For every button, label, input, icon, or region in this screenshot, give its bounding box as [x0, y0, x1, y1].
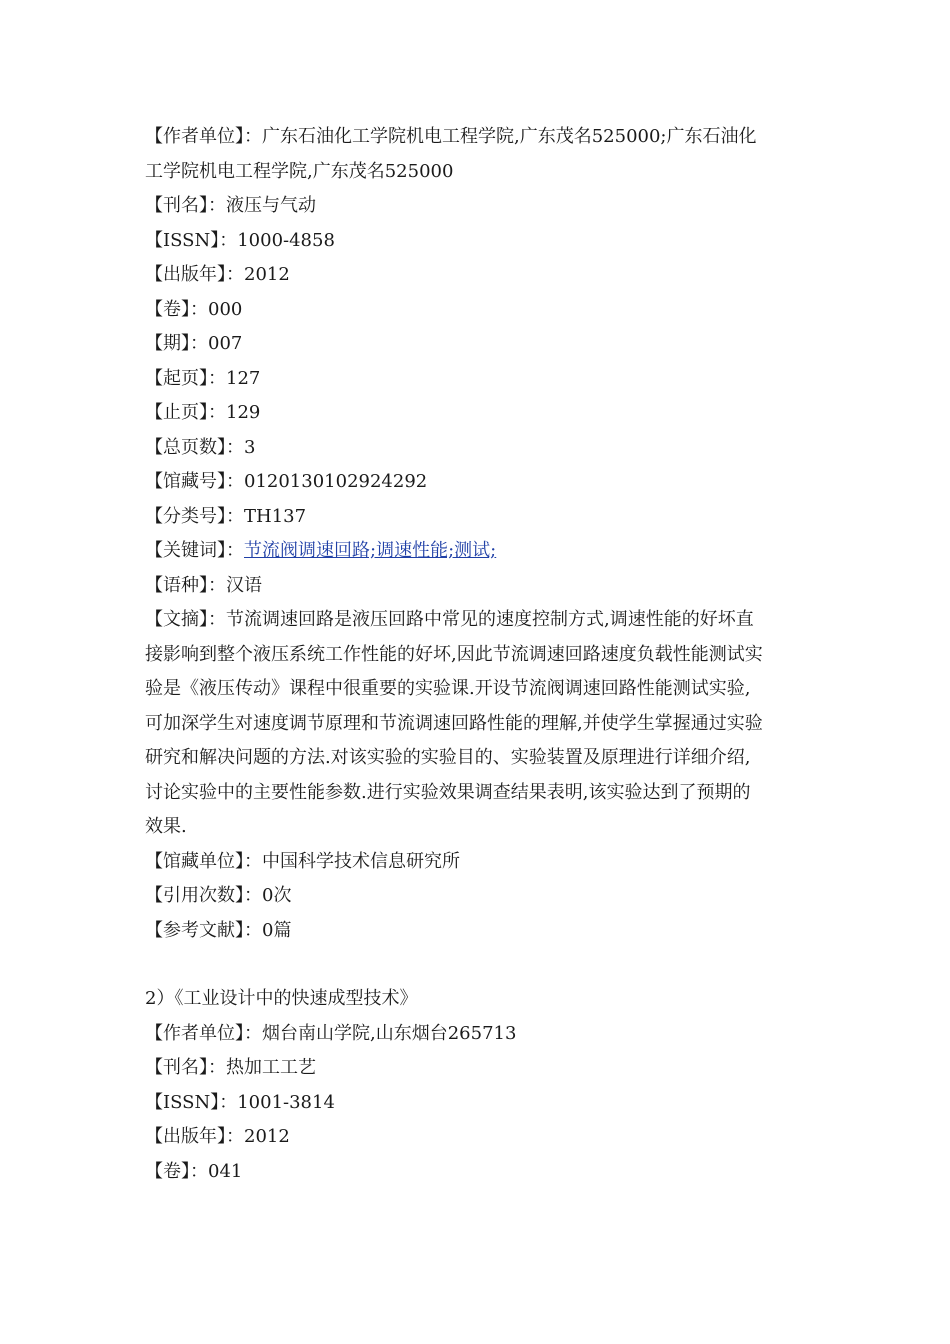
abstract-line-7: 效果.	[145, 816, 187, 837]
field-label: 【期】：	[145, 333, 208, 354]
abstract-line-5: 研究和解决问题的方法.对该实验的实验目的、实验装置及原理进行详细介绍,	[145, 747, 751, 768]
field-label: 【关键词】：	[145, 540, 244, 561]
year-line	[145, 1120, 810, 1155]
references-line	[145, 914, 810, 949]
issn-line	[145, 224, 810, 259]
field-label: 【刊名】：	[145, 195, 226, 216]
field-value: 000	[208, 298, 243, 320]
author-unit-line	[145, 120, 810, 155]
field-label: 【引用次数】：	[145, 885, 262, 906]
abstract-line-4: 可加深学生对速度调节原理和节流调速回路性能的理解,并使学生掌握通过实验	[145, 712, 763, 734]
citations-line	[145, 879, 810, 914]
document-page	[145, 120, 810, 1189]
field-value: 0120130102924292	[244, 471, 428, 492]
author-unit-continuation: 工学院机电工程学院,广东茂名525000	[145, 160, 454, 182]
field-value: 007	[208, 333, 243, 354]
keywords-link[interactable]: 节流阀调速回路;调速性能;测试;	[244, 540, 497, 561]
field-label: 【参考文献】：	[145, 919, 262, 941]
field-label: 【卷】：	[145, 298, 208, 320]
author-unit-line	[145, 1017, 810, 1052]
field-label: 【ISSN】：	[145, 229, 238, 251]
field-label: 【作者单位】：	[145, 1022, 262, 1044]
field-value: 汉语	[226, 574, 262, 596]
field-value: 3	[244, 436, 256, 458]
issn-line	[145, 1086, 810, 1121]
abstract-line-6: 讨论实验中的主要性能参数.进行实验效果调查结果表明,该实验达到了预期的	[145, 781, 751, 803]
field-label: 【总页数】：	[145, 436, 244, 458]
field-label: 【馆藏号】：	[145, 471, 244, 492]
abstract-text: 节流调速回路是液压回路中常见的速度控制方式,调速性能的好坏直	[226, 609, 754, 630]
journal-line	[145, 1051, 810, 1086]
volume-line	[145, 293, 810, 328]
field-value: 0次	[262, 885, 292, 906]
language-line	[145, 569, 810, 604]
holding-unit-line	[145, 845, 810, 880]
field-value: 中国科学技术信息研究所	[262, 850, 460, 872]
field-value: 1001-3814	[237, 1091, 335, 1113]
field-value: 127	[226, 367, 261, 389]
field-label: 【ISSN】：	[145, 1091, 238, 1113]
abstract-line-3: 验是《液压传动》课程中很重要的实验课.开设节流阀调速回路性能测试实验,	[145, 678, 751, 699]
field-value: 烟台南山学院,山东烟台265713	[262, 1022, 517, 1044]
field-value: 129	[226, 402, 261, 423]
collection-number-line	[145, 465, 810, 500]
field-value: 0篇	[262, 919, 292, 941]
field-label: 【起页】：	[145, 367, 226, 389]
field-value: 2012	[244, 264, 290, 285]
keywords-line	[145, 534, 810, 569]
volume-line	[145, 1155, 810, 1190]
field-label: 【文摘】：	[145, 609, 226, 630]
field-label: 【出版年】：	[145, 1126, 244, 1147]
field-label: 【分类号】：	[145, 505, 244, 527]
field-label: 【出版年】：	[145, 264, 244, 285]
field-value: 041	[208, 1160, 243, 1182]
field-label: 【作者单位】：	[145, 126, 262, 147]
field-label: 【馆藏单位】：	[145, 850, 262, 872]
class-number-line	[145, 500, 810, 535]
start-page-line	[145, 362, 810, 397]
abstract-line-2: 接影响到整个液压系统工作性能的好坏,因此节流调速回路速度负载性能测试实	[145, 643, 763, 665]
issue-line	[145, 327, 810, 362]
field-label: 【卷】：	[145, 1160, 208, 1182]
record-separator	[145, 948, 810, 982]
field-value: 液压与气动	[226, 195, 316, 216]
field-value: 广东石油化工学院机电工程学院,广东茂名525000;广东石油化	[262, 126, 757, 147]
field-value: 热加工工艺	[226, 1057, 316, 1078]
field-label: 【止页】：	[145, 402, 226, 423]
field-label: 【刊名】：	[145, 1057, 226, 1078]
field-value: 2012	[244, 1126, 290, 1147]
field-value: TH137	[244, 505, 307, 527]
field-value: 1000-4858	[237, 229, 335, 251]
end-page-line	[145, 396, 810, 431]
year-line	[145, 258, 810, 293]
record-2-title: 2）《工业设计中的快速成型技术》	[145, 988, 418, 1009]
journal-line	[145, 189, 810, 224]
total-pages-line	[145, 431, 810, 466]
field-label: 【语种】：	[145, 574, 226, 596]
abstract-line-1	[145, 603, 810, 638]
